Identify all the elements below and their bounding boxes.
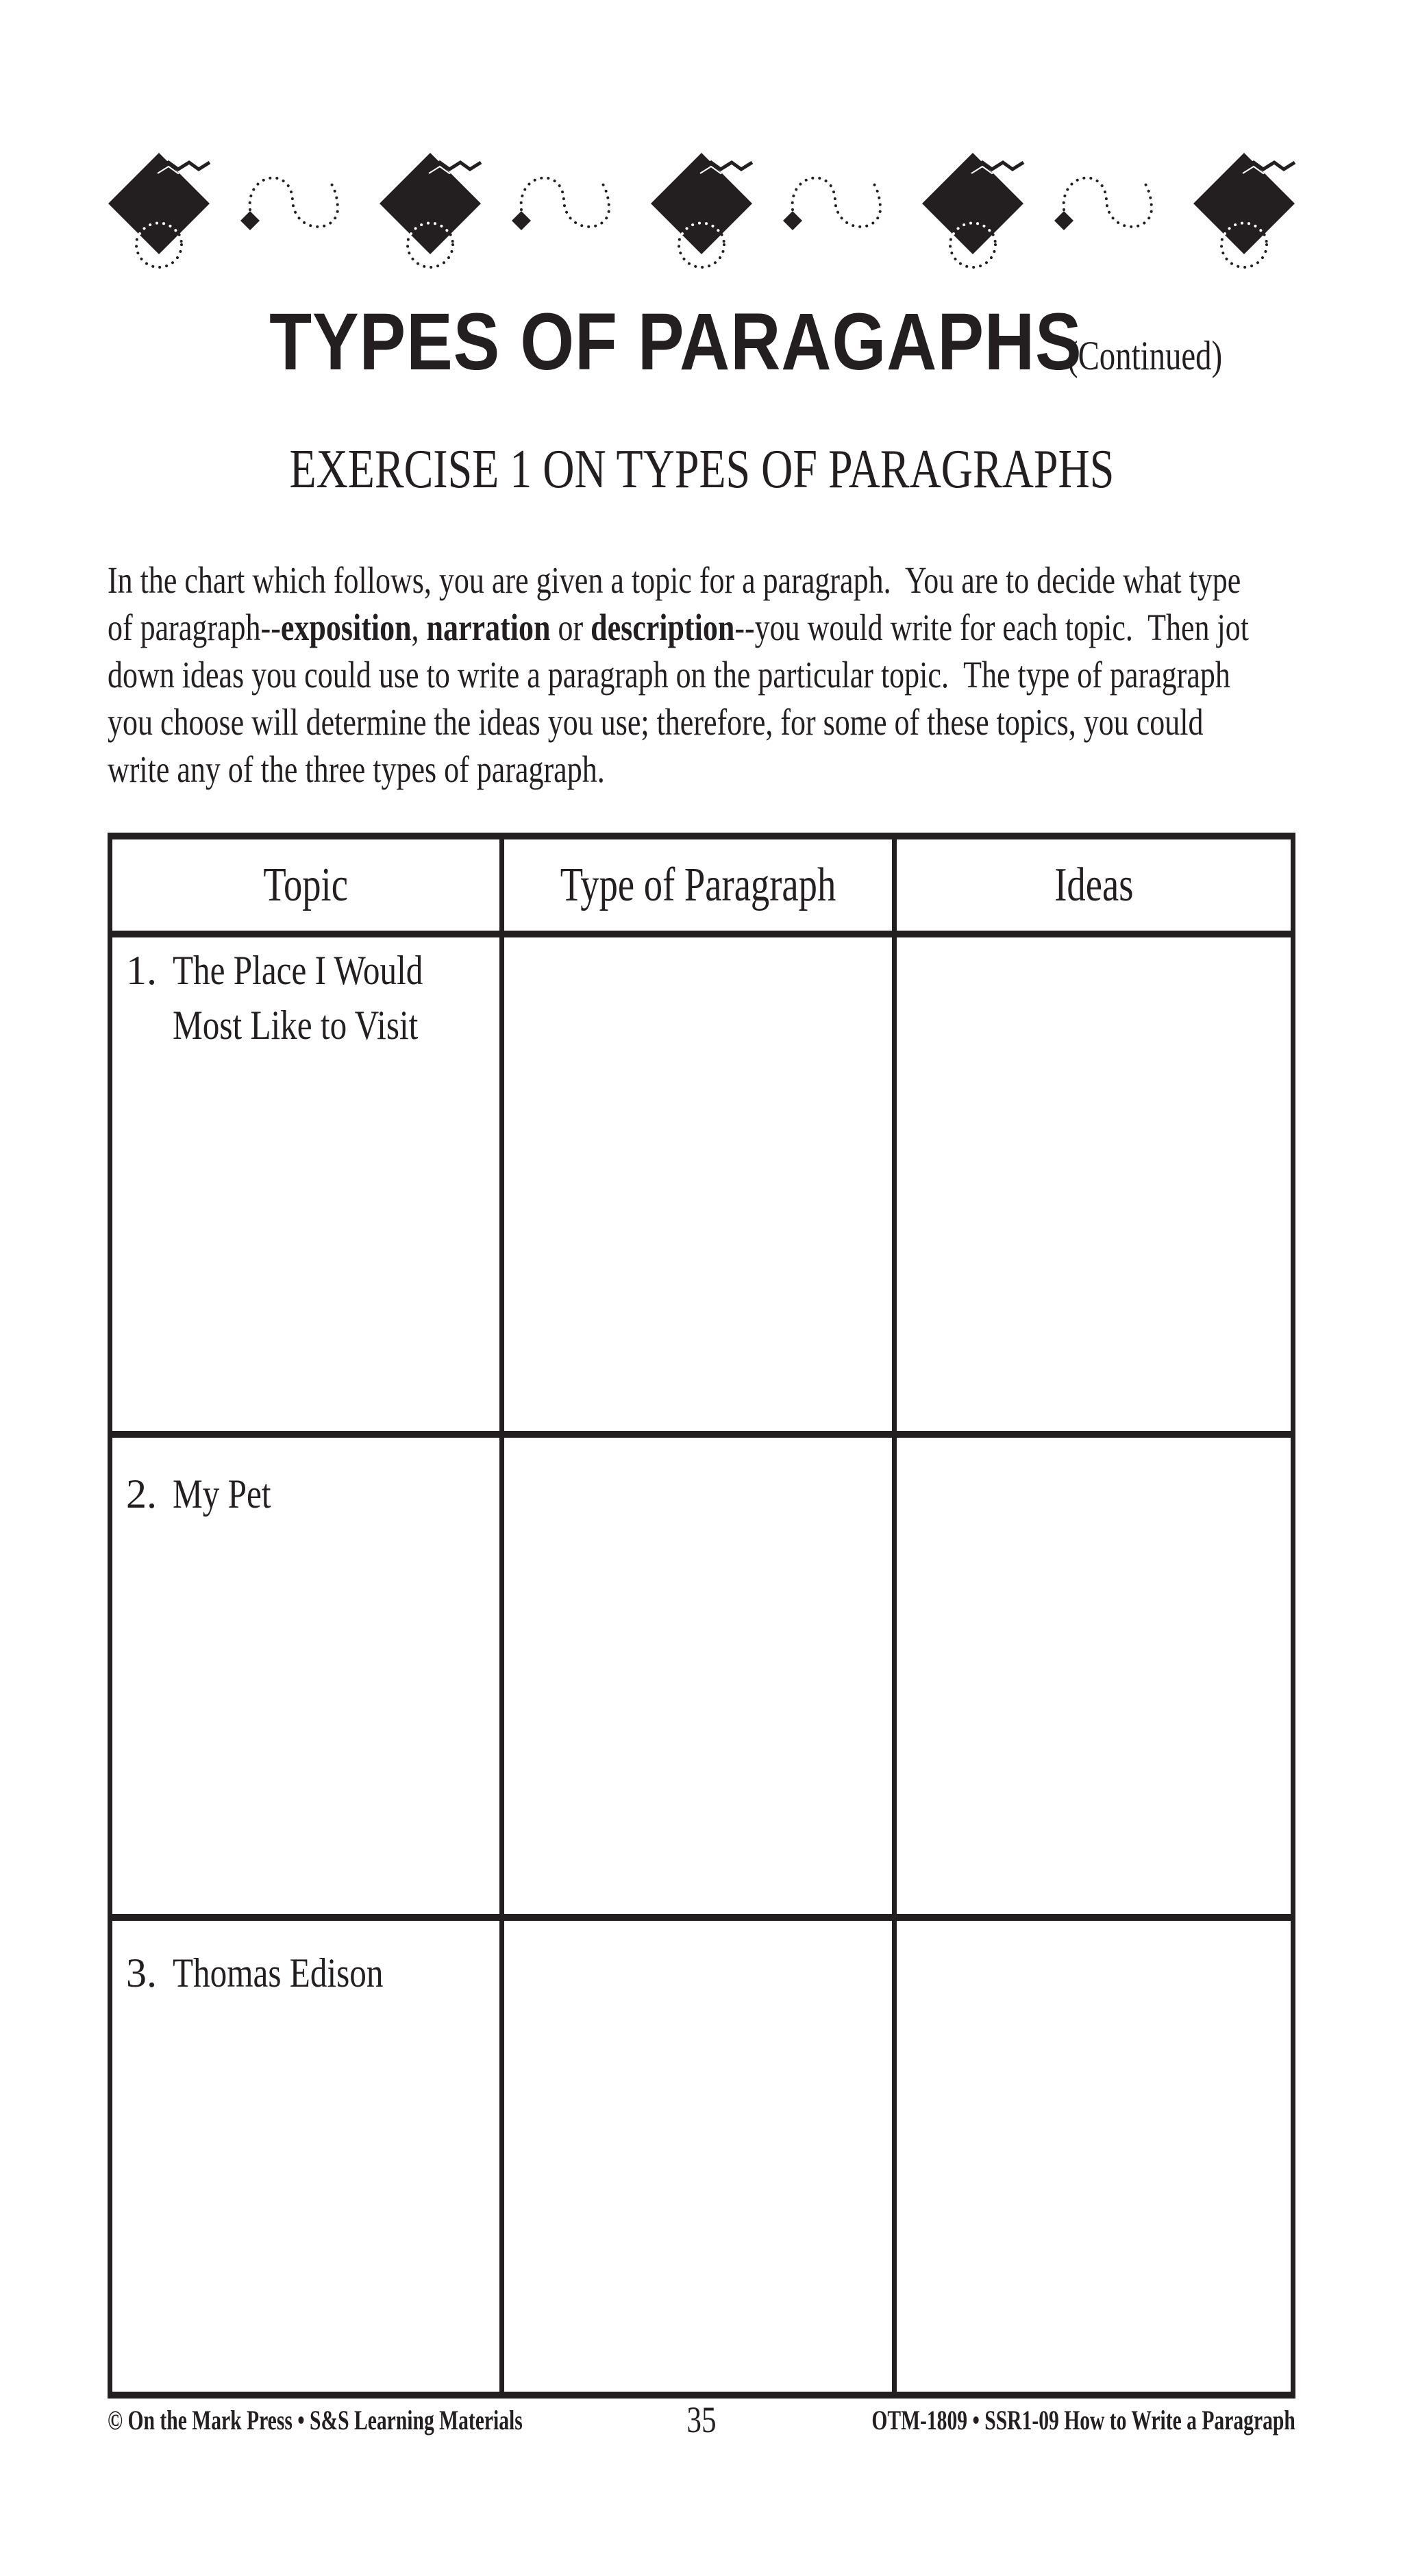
column-header-label: Type of Paragraph [560, 858, 836, 911]
footer-copyright-text: © On the Mark Press • S&S Learning Materials [108, 2405, 523, 2436]
dotted-squiggle-icon [783, 177, 880, 230]
graduation-cap-diamond-icon [380, 153, 481, 267]
topic-number: 2. [126, 1471, 157, 1517]
table-row-3-topic [112, 1921, 499, 2392]
table-row-1-topic [112, 937, 499, 1431]
instructions-line [108, 746, 1295, 793]
row-divider [108, 1431, 1295, 1438]
table-row-2-topic [112, 1438, 499, 1914]
title-suffix: (Continued) [1067, 333, 1222, 378]
instructions-text: or [550, 606, 591, 648]
instructions-text: down ideas you could use to write a paragraph on the particular topic. The type of paragraph [108, 654, 1230, 696]
page-number-text: 35 [686, 2399, 717, 2440]
title-main: TYPES OF PARAGAPHS [269, 297, 1082, 387]
instructions-line [108, 698, 1295, 746]
column-header-label: Topic [263, 858, 349, 911]
instructions-paragraph [108, 556, 1295, 793]
instructions-text: In the chart which follows, you are given a topic for a paragraph. You are to decide what type [108, 559, 1241, 601]
column-header-label: Ideas [1054, 858, 1134, 911]
column-divider [499, 833, 504, 2399]
column-header-ideas [897, 839, 1291, 931]
page-title [0, 297, 1403, 387]
instructions-line [108, 556, 1295, 604]
instructions-text: you choose will determine the ideas you use; therefore, for some of these topics, you could [108, 701, 1204, 743]
emphasized-term: exposition [280, 606, 412, 648]
topic-label: Thomas Edison [173, 1950, 384, 1996]
table-row-3-ideas-field[interactable] [897, 1921, 1291, 2392]
header-divider [108, 931, 1295, 937]
emphasized-term: narration [426, 606, 551, 648]
graduation-cap-diamond-icon [922, 153, 1023, 267]
table-row-2-type-of-paragraph-field[interactable] [504, 1438, 892, 1914]
table-row-1-ideas-field[interactable] [897, 937, 1291, 1431]
graduation-cap-diamond-icon [1193, 153, 1295, 267]
instructions-text: --you would write for each topic. Then jot [734, 606, 1249, 648]
table-border-right [1291, 833, 1295, 2399]
emphasized-term: description [591, 606, 735, 648]
decorative-border [0, 0, 1403, 288]
footer-product-code [723, 2407, 1295, 2434]
topic-label: The Place I Would [173, 948, 423, 993]
table-border-left [108, 833, 112, 2399]
instructions-line [108, 604, 1295, 651]
column-divider [892, 833, 897, 2399]
table-row-2-ideas-field[interactable] [897, 1438, 1291, 1914]
topic-label: Most Like to Visit [173, 1003, 419, 1048]
exercise-table [108, 833, 1295, 2399]
exercise-heading [0, 439, 1403, 500]
row-divider [108, 1914, 1295, 1921]
exercise-heading-text: EXERCISE 1 ON TYPES OF PARAGRAPHS [289, 439, 1114, 500]
instructions-text: of paragraph-- [108, 606, 281, 648]
graduation-cap-diamond-icon [651, 153, 752, 267]
table-row-3-type-of-paragraph-field[interactable] [504, 1921, 892, 2392]
table-row-1-type-of-paragraph-field[interactable] [504, 937, 892, 1431]
table-border-bottom [108, 2392, 1295, 2399]
table-border-top [108, 833, 1295, 839]
dotted-squiggle-icon [240, 177, 338, 230]
instructions-text: , [411, 606, 427, 648]
instructions-text: write any of the three types of paragraph. [108, 748, 605, 790]
topic-label: My Pet [173, 1471, 271, 1517]
column-header-topic [112, 839, 499, 931]
dotted-squiggle-icon [512, 177, 609, 230]
topic-number: 1. [126, 948, 157, 993]
column-header-type [504, 839, 892, 931]
footer-product-code-text: OTM-1809 • SSR1-09 How to Write a Paragraph [871, 2405, 1295, 2436]
graduation-cap-diamond-icon [108, 153, 210, 267]
instructions-line [108, 651, 1295, 698]
topic-number: 3. [126, 1950, 157, 1996]
dotted-squiggle-icon [1054, 177, 1152, 230]
